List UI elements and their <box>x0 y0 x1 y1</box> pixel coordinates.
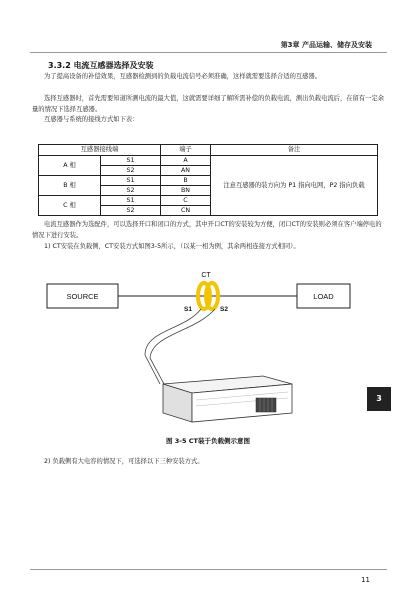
table-cell-s2: S2 <box>101 206 161 216</box>
chapter-header: 第3章 产品运输、储存及安装 <box>280 41 372 49</box>
table-cell-port: A <box>161 156 211 166</box>
table-cell-s2: S2 <box>101 186 161 196</box>
s1-label: S1 <box>184 306 192 313</box>
ct-label: CT <box>201 272 211 279</box>
table-cell-port: C <box>161 196 211 206</box>
paragraph-4: 电流互感器作为选配件，可以选择开口和闭口的方式，其中开口CT的安装较为方便，闭口CT的安装则必须在客户端停电的情况下进行安装。 <box>32 221 382 239</box>
table-cell-s2: S2 <box>101 166 161 176</box>
table-cell-s1: S1 <box>101 176 161 186</box>
table-cell-phase: A 相 <box>39 156 101 176</box>
table-cell-s1: S1 <box>101 156 161 166</box>
paragraph-6: 2) 负载侧有大电容的情况下，可选择以下三种安装方式。 <box>44 458 204 465</box>
load-label: LOAD <box>313 292 334 301</box>
source-label: SOURCE <box>66 292 99 301</box>
table-header-terminal: 互感器接线端 <box>39 145 161 156</box>
section-title: 3.3.2 电流互感器选择及安装 <box>48 61 154 70</box>
table-cell-port: AN <box>161 166 211 176</box>
table-header-note: 备注 <box>211 145 378 156</box>
ct-wire-s2 <box>150 309 215 384</box>
s2-label: S2 <box>220 306 228 313</box>
compensation-unit <box>163 376 292 422</box>
figure-caption: 图 3-5 CT装于负载侧示意图 <box>166 437 250 445</box>
paragraph-1: 为了提高设备的补偿效果，互感器检测到的负载电流信号必须准确，这样就需要选择合适的互感器。 <box>44 73 322 80</box>
table-cell-s1: S1 <box>101 196 161 206</box>
page-number: 11 <box>361 576 370 584</box>
paragraph-3: 互感器与系统的接线方式如下表： <box>44 116 139 123</box>
table-cell-phase: B 相 <box>39 176 101 196</box>
table-cell-phase: C 相 <box>39 196 101 216</box>
footer-rule <box>30 569 387 570</box>
paragraph-2: 选择互感器时，首先需要知道所测电流的最大值，这就需要详细了解所需补偿的负载电流，测出负载电流后，在留有一定余量的情况下选择互感器。 <box>32 95 385 113</box>
table-cell-port: BN <box>161 186 211 196</box>
table-cell-note: 注意互感器的装方向为 P1 指向电网，P2 指向负载 <box>211 156 378 216</box>
chapter-side-tab: 3 <box>367 387 391 411</box>
table-cell-port: B <box>161 176 211 186</box>
ct-wire-s1 <box>145 309 201 384</box>
table-header-port: 端子 <box>161 145 211 156</box>
table-cell-port: CN <box>161 206 211 216</box>
paragraph-5: 1) CT安装在负载侧，CT安装方式如图3-5所示，（以某一相为例，其余两相连接方式相同）。 <box>44 243 300 250</box>
